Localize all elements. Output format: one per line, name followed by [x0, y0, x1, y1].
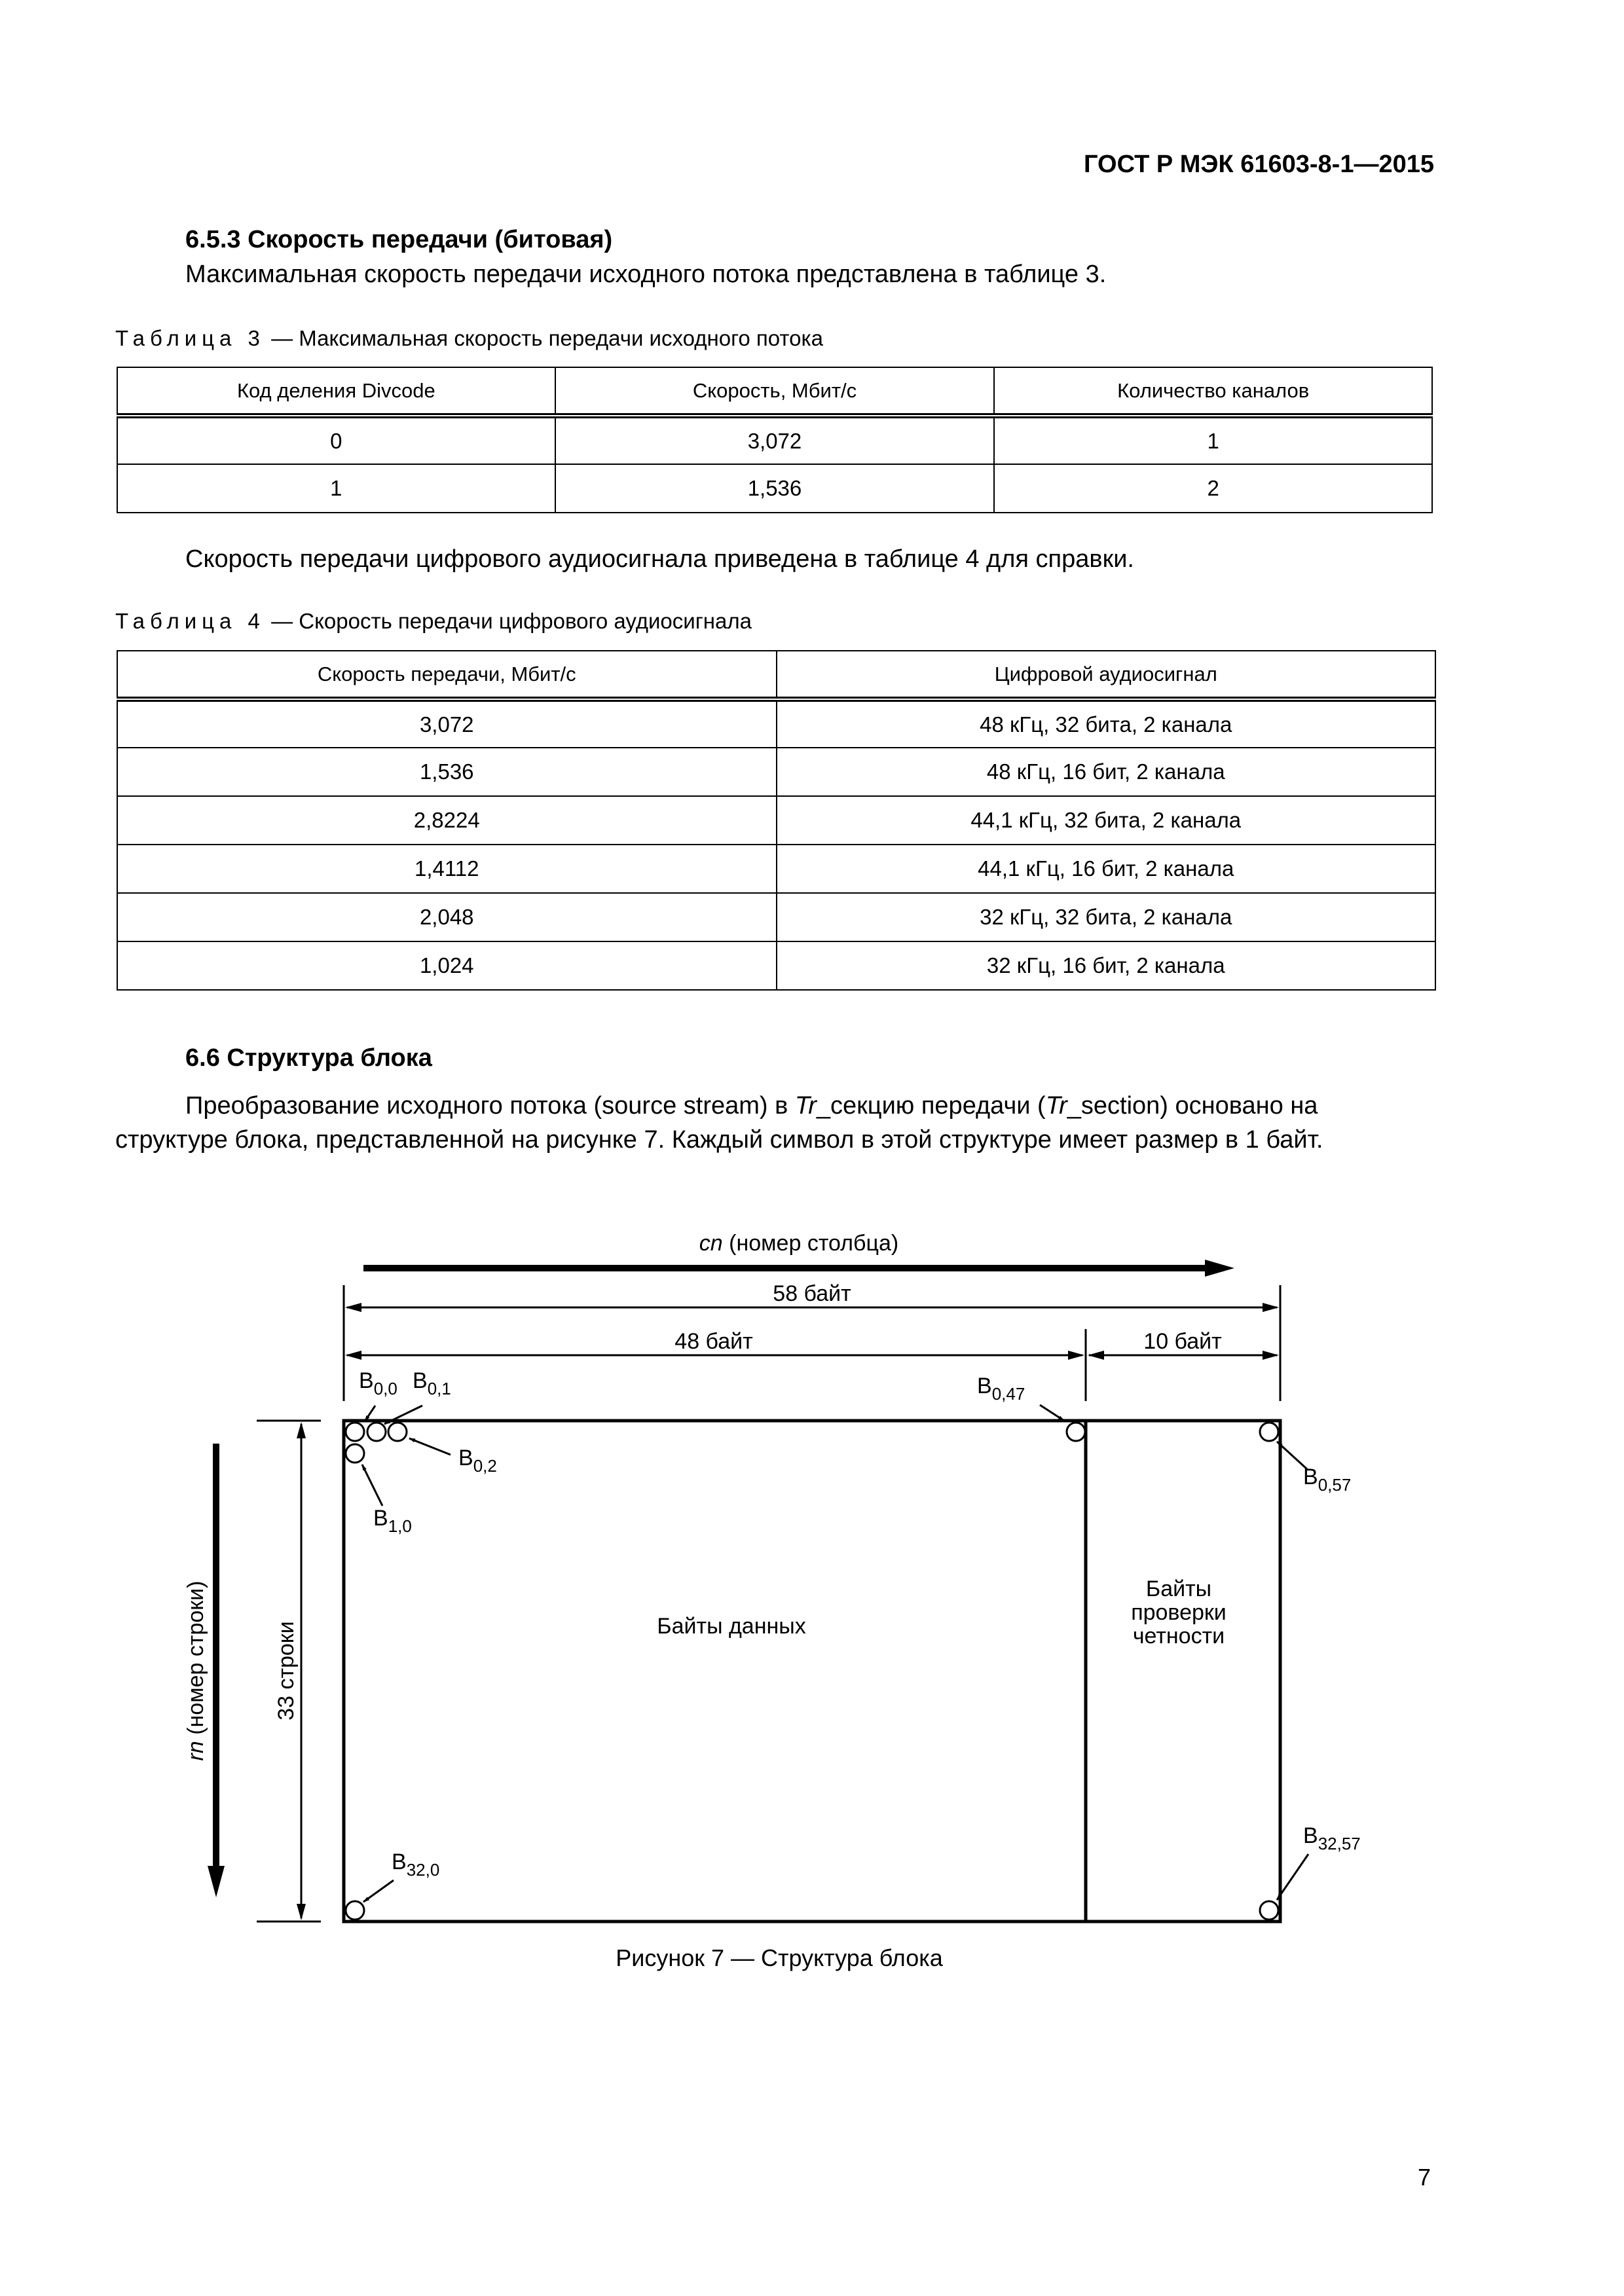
symbol-circle-b3257 — [1260, 1901, 1278, 1920]
table-cell: 0 — [117, 416, 555, 464]
symbol-label-b10: $B_{1,0}$ — [373, 1506, 412, 1536]
symbol-circle-b320 — [346, 1901, 364, 1920]
section-6-6-paragraph-line-2: структуре блока, представленной на рисунке 7. Каждый символ в этой структуре имеет размер в 1 байт. — [115, 1126, 1323, 1154]
symbol-label-b00: $B_{0,0}$ — [359, 1368, 397, 1398]
width-48-label: 48 байт — [674, 1329, 753, 1354]
table-cell: 32 кГц, 32 бита, 2 канала — [777, 893, 1436, 941]
table-cell: 1 — [994, 416, 1432, 464]
symbol-circle-b00 — [346, 1423, 364, 1441]
table-cell: 2,8224 — [117, 796, 777, 845]
leader-b320 — [363, 1880, 394, 1902]
page-number: 7 — [1417, 2164, 1431, 2191]
section-title-6-5-3: 6.5.3 Скорость передачи (битовая) — [185, 226, 613, 253]
block-frame — [344, 1421, 1280, 1922]
symbol-circle-b02 — [388, 1423, 407, 1441]
table-4-caption-text: — Скорость передачи цифрового аудиосигнала — [265, 609, 752, 633]
column-number-label — [699, 1231, 898, 1256]
leader-b047 — [1040, 1405, 1064, 1421]
table-3-caption-prefix: Таблица 3 — [115, 326, 265, 350]
table-cell: 1 — [117, 464, 555, 513]
section-6-5-3-paragraph: Максимальная скорость передачи исходного потока представлена в таблице 3. — [185, 261, 1107, 288]
para-text: Преобразование исходного потока (source stream) в — [185, 1092, 795, 1120]
rn-variable: rn — [183, 1741, 208, 1761]
parity-bytes-label-line-3: четности — [1132, 1624, 1225, 1649]
cn-text: (номер столбца) — [722, 1231, 899, 1256]
table-cell: 48 кГц, 32 бита, 2 канала — [777, 699, 1436, 748]
table-cell: 2 — [994, 464, 1432, 513]
symbol-label-b3257: $B_{32,57}$ — [1303, 1823, 1361, 1853]
tr-italic: Tr — [794, 1092, 817, 1120]
symbol-circle-b10 — [346, 1444, 364, 1463]
symbol-circle-b047 — [1067, 1423, 1085, 1441]
table-cell: 32 кГц, 16 бит, 2 канала — [777, 941, 1436, 990]
width-10-label: 10 байт — [1143, 1329, 1222, 1354]
table-cell: 1,024 — [117, 941, 777, 990]
table-cell: 44,1 кГц, 16 бит, 2 канала — [777, 845, 1436, 893]
parity-bytes-label-line-1: Байты — [1145, 1576, 1212, 1601]
leader-b10 — [362, 1465, 382, 1506]
leader-b00 — [365, 1406, 375, 1421]
table-cell: 1,4112 — [117, 845, 777, 893]
table-cell: 3,072 — [555, 416, 995, 464]
tr-italic: Tr — [1045, 1092, 1067, 1120]
rn-text: (номер строки) — [183, 1580, 208, 1741]
leader-b02 — [409, 1438, 451, 1455]
symbol-circle-b057 — [1260, 1423, 1278, 1441]
symbol-label-b057: $B_{0,57}$ — [1303, 1465, 1352, 1495]
table-cell: 44,1 кГц, 32 бита, 2 канала — [777, 796, 1436, 845]
row-number-arrowhead — [208, 1866, 225, 1897]
section-title-6-6: 6.6 Структура блока — [185, 1044, 432, 1072]
table-4-header-cell: Цифровой аудиосигнал — [777, 651, 1436, 699]
para-text: _секцию передачи ( — [816, 1092, 1046, 1120]
table-4-reference-paragraph: Скорость передачи цифрового аудиосигнала приведена в таблице 4 для справки. — [185, 545, 1134, 573]
data-bytes-label: Байты данных — [657, 1614, 806, 1639]
cn-variable: cn — [699, 1231, 723, 1256]
table-3-header-cell: Скорость, Мбит/с — [555, 367, 995, 416]
table-3-header-cell: Количество каналов — [994, 367, 1432, 416]
table-3-caption-text: — Максимальная скорость передачи исходного потока — [265, 326, 824, 350]
width-58-label: 58 байт — [773, 1281, 851, 1306]
document-code: ГОСТ Р МЭК 61603-8-1—2015 — [1084, 151, 1434, 178]
table-4-header-cell: Скорость передачи, Мбит/с — [117, 651, 777, 699]
table-3-header-cell: Код деления Divcode — [117, 367, 555, 416]
figure-7-caption: Рисунок 7 — Структура блока — [616, 1944, 943, 1971]
table-cell: 2,048 — [117, 893, 777, 941]
symbol-label-b01: $B_{0,1}$ — [413, 1368, 451, 1398]
table-cell: 3,072 — [117, 699, 777, 748]
symbol-label-b047: $B_{0,47}$ — [977, 1374, 1025, 1404]
table-cell: 48 кГц, 16 бит, 2 канала — [777, 748, 1436, 796]
rows-33-label: 33 строки — [274, 1621, 299, 1721]
para-text: _section) основано на — [1067, 1092, 1318, 1120]
table-cell: 1,536 — [117, 748, 777, 796]
table-4-caption-prefix: Таблица 4 — [115, 609, 265, 633]
parity-bytes-label-line-2: проверки — [1131, 1600, 1227, 1625]
symbol-label-b320: $B_{32,0}$ — [392, 1850, 440, 1880]
column-number-arrowhead — [1205, 1260, 1234, 1277]
row-number-label — [183, 1581, 208, 1761]
symbol-label-b02: $B_{0,2}$ — [458, 1446, 497, 1476]
table-cell: 1,536 — [555, 464, 995, 513]
symbol-circle-b01 — [367, 1423, 386, 1441]
